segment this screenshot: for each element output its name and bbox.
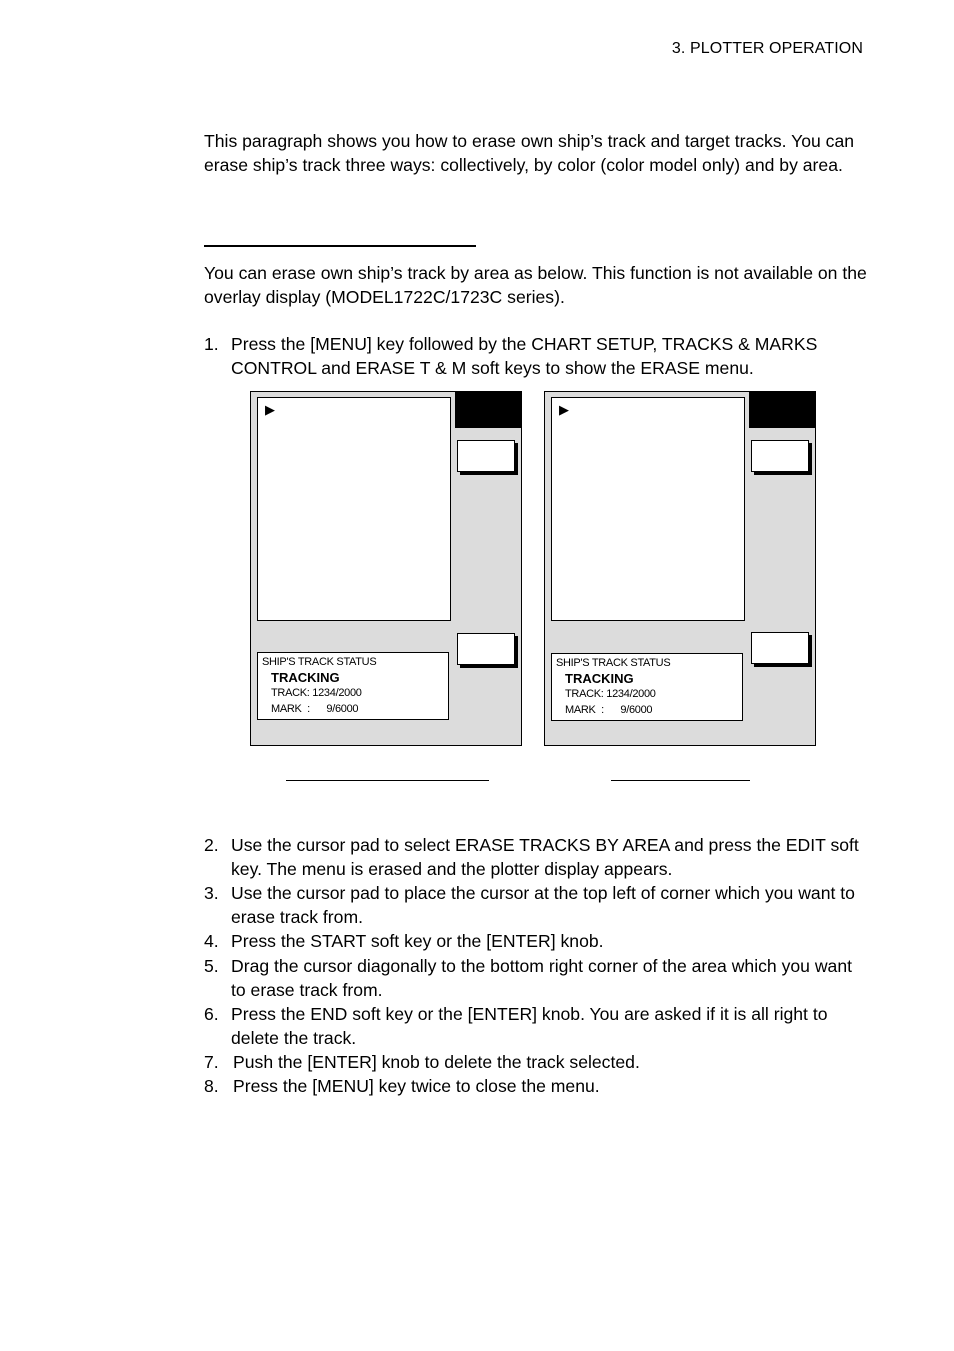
step-text: Press the [MENU] key followed by the CHART SETUP, TRACKS & MARKS CONTROL and ERASE T & M soft keys to show the ERASE menu. [231, 334, 818, 378]
step-4 [204, 929, 869, 953]
erase-menu-screen-2 [544, 391, 816, 746]
step-3 [204, 881, 869, 929]
soft-key-top[interactable] [457, 440, 515, 472]
figure-caption-rule-2 [611, 780, 750, 781]
selection-pointer-icon: ▶ [559, 402, 569, 417]
soft-key-bottom[interactable] [751, 632, 809, 664]
step-2 [204, 833, 869, 881]
step-number: 4. [204, 931, 219, 951]
step-number: 5. [204, 956, 219, 976]
step-5 [204, 954, 869, 1002]
soft-key-bottom[interactable] [457, 633, 515, 665]
figure-caption-rule-1 [286, 780, 489, 781]
page-header: 3. PLOTTER OPERATION [671, 40, 863, 57]
step-6 [204, 1002, 869, 1050]
erase-by-area-paragraph: You can erase own ship’s track by area as below. This function is not available on the overlay display (MODEL1722C/1723C series). [204, 263, 867, 307]
track-count: TRACK: 1234/2000 [565, 688, 656, 700]
section-heading-rule [204, 245, 476, 247]
selection-pointer-icon: ▶ [265, 402, 275, 417]
status-title: SHIP'S TRACK STATUS [262, 656, 377, 668]
menu-window [551, 397, 745, 621]
step-1 [204, 332, 869, 380]
step-number: 2. [204, 835, 219, 855]
step-number: 6. [204, 1004, 219, 1024]
status-state: TRACKING [565, 671, 634, 686]
step-number: 3. [204, 883, 219, 903]
step-text: Use the cursor pad to place the cursor at the top left of corner which you want to erase track from. [231, 883, 855, 927]
status-state: TRACKING [271, 670, 340, 685]
track-count: TRACK: 1234/2000 [271, 687, 362, 699]
step-text: Press the [MENU] key twice to close the menu. [233, 1076, 600, 1096]
step-7 [204, 1050, 869, 1074]
step-text: Press the START soft key or the [ENTER] knob. [231, 931, 604, 951]
step-number: 8. [204, 1076, 219, 1096]
track-status-box [257, 652, 449, 720]
step-text: Use the cursor pad to select ERASE TRACKS BY AREA and press the EDIT soft key. The menu is erased and the plotter display appears. [231, 835, 859, 879]
softkey-title-bar [455, 392, 521, 428]
status-title: SHIP'S TRACK STATUS [556, 657, 671, 669]
softkey-title-bar [749, 392, 815, 428]
intro-paragraph: This paragraph shows you how to erase own ship’s track and target tracks. You can erase ship’s track three ways: collectively, by color (color model only) and by area. [204, 131, 855, 175]
mark-count: MARK : 9/6000 [271, 703, 359, 715]
soft-key-top[interactable] [751, 440, 809, 472]
step-text: Press the END soft key or the [ENTER] knob. You are asked if it is all right to delete the track. [231, 1004, 828, 1048]
step-number: 7. [204, 1052, 219, 1072]
track-status-box [551, 653, 743, 721]
step-text: Drag the cursor diagonally to the bottom right corner of the area which you want to erase track from. [231, 956, 853, 1000]
mark-count: MARK : 9/6000 [565, 704, 653, 716]
menu-window [257, 397, 451, 621]
step-8 [204, 1074, 869, 1098]
step-text: Push the [ENTER] knob to delete the track selected. [233, 1052, 640, 1072]
erase-menu-screen-1 [250, 391, 522, 746]
step-number: 1. [204, 334, 219, 354]
